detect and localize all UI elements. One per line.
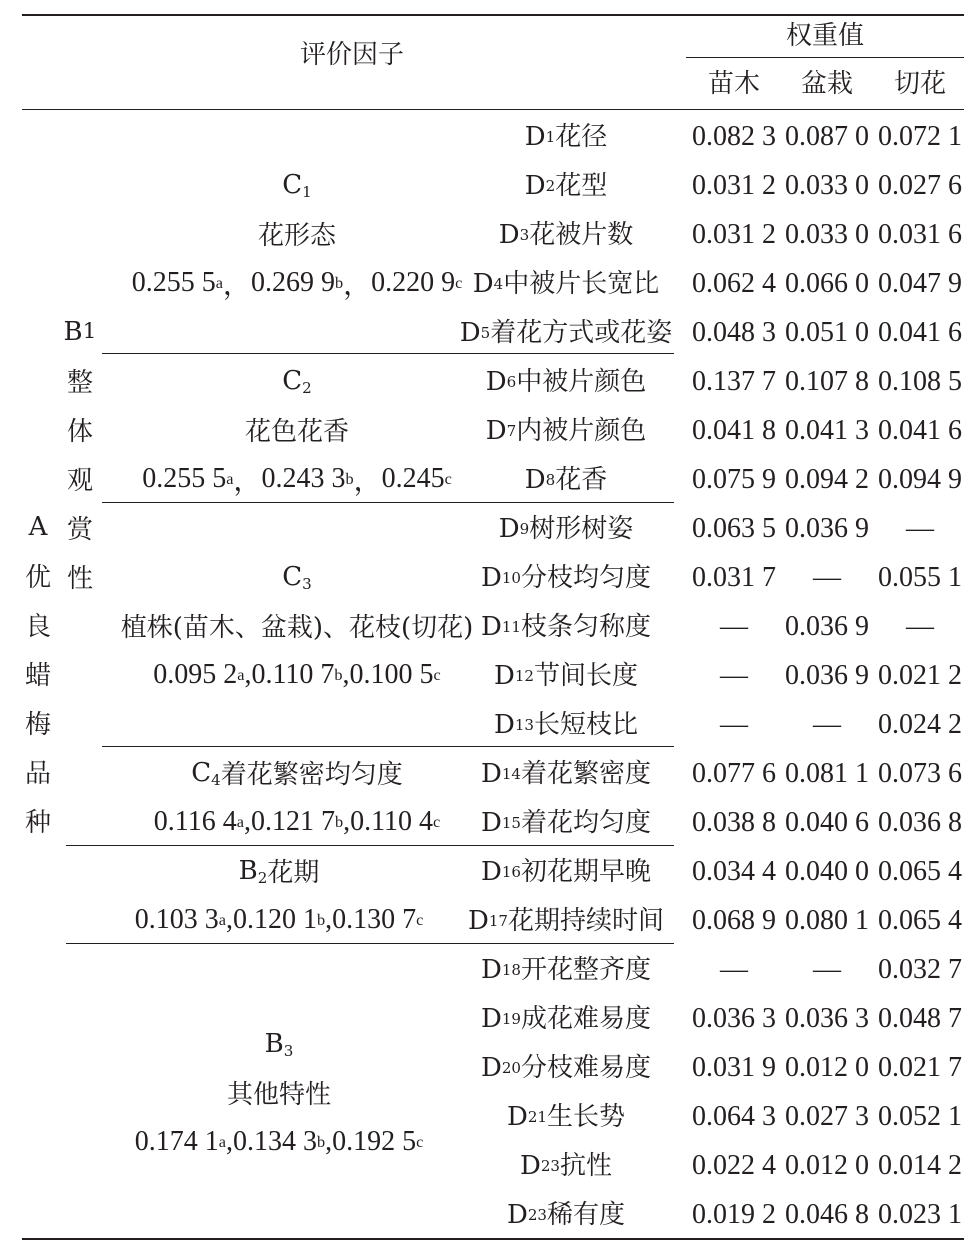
weight-value: 0.041 8 (692, 414, 776, 446)
b3-weight-sep: , (325, 1125, 333, 1157)
c4-weight-value: 0.110 4 (350, 805, 434, 837)
d-factor-name: 开花整齐度 (521, 954, 652, 985)
d-factor-code: D (506, 1199, 528, 1230)
b2-weight-value: 0.130 7 (332, 903, 417, 935)
c1-code-sub: 1 (302, 182, 312, 201)
d-factor: D 14 着花繁密度 (480, 758, 652, 789)
weight-value: 0.094 9 (878, 463, 962, 495)
c4-weight-value: 0.121 7 (250, 805, 335, 837)
d-factor-name: 抗性 (560, 1150, 613, 1181)
b2-block (66, 846, 492, 944)
d-factor-name: 长短枝比 (534, 709, 639, 740)
d-factor-name: 分枝均匀度 (521, 562, 652, 593)
b1-code: B 1 (63, 316, 97, 347)
weight-value: 0.068 9 (692, 904, 776, 936)
d-factor: D 16 初花期早晚 (480, 856, 652, 887)
b3-block (66, 1019, 492, 1166)
c4-code-letter: C (191, 757, 212, 788)
d-factor-code: D (506, 1101, 528, 1132)
d-factor-name: 节间长度 (534, 660, 639, 691)
c2-weights: 0.255 5 a ， 0.243 3 b ， 0.245 c (142, 454, 452, 503)
c2-weight-value: 0.255 5 (142, 462, 227, 494)
d-factor-code: D (498, 513, 520, 544)
c2-block (102, 356, 492, 503)
c3-code-sub: 3 (302, 574, 312, 593)
weight-value: 0.041 3 (785, 414, 869, 446)
weight-value: — (813, 953, 841, 985)
a-label (20, 502, 56, 845)
d-factor-code: D (480, 1052, 502, 1083)
weight-value: — (906, 512, 934, 544)
c4-code (191, 758, 221, 788)
c3-code-letter: C (282, 561, 303, 592)
d-factor-name: 树形树姿 (529, 513, 634, 544)
d-factor-name: 初花期早晚 (521, 856, 652, 887)
d-factor: D 1 花径 (524, 121, 608, 152)
weight-value: 0.072 1 (878, 120, 962, 152)
weight-value: 0.021 2 (878, 659, 962, 691)
weight-value: — (813, 561, 841, 593)
c1-weight-sep: ， (222, 269, 251, 301)
b3-code-line (265, 1019, 294, 1068)
b3-weight-sep: , (225, 1125, 233, 1157)
weight-value: 0.023 1 (878, 1198, 962, 1230)
c1-code (282, 170, 312, 200)
d-factor-name: 花被片数 (529, 219, 634, 250)
d-factor: D 15 着花均匀度 (480, 807, 652, 838)
c4-title-line (191, 748, 403, 797)
d-factor: D 18 开花整齐度 (480, 954, 652, 985)
weight-value: 0.012 0 (785, 1051, 869, 1083)
c3-block (102, 552, 492, 699)
weight-value: — (720, 610, 748, 642)
d-factor-code: D (480, 856, 502, 887)
d-factor-code: D (480, 954, 502, 985)
b1-char: 观 (66, 466, 93, 496)
b3-weight-value: 0.174 1 (134, 1125, 219, 1157)
weight-value: 0.032 7 (878, 953, 962, 985)
d-factor-code: D (498, 219, 520, 250)
weight-value: — (906, 610, 934, 642)
weight-value: 0.066 0 (785, 267, 869, 299)
weight-value: 0.031 2 (692, 218, 776, 250)
weight-value: 0.022 4 (692, 1149, 776, 1181)
d-factor-code: D (480, 758, 502, 789)
weight-value: 0.036 9 (785, 512, 869, 544)
weight-value: 0.048 7 (878, 1002, 962, 1034)
c3-name: 植株(苗木、盆栽)、花枝(切花) (120, 613, 474, 643)
d-factor-name: 着花繁密度 (521, 758, 652, 789)
d-factor: D 12 节间长度 (493, 660, 639, 691)
a-letter: A (28, 511, 48, 542)
d-factor: D 11 枝条匀称度 (480, 611, 652, 642)
weight-value: 0.033 0 (785, 169, 869, 201)
d-factor: D 19 成花难易度 (480, 1003, 652, 1034)
b3-weight-value: 0.192 5 (332, 1125, 417, 1157)
weight-value: 0.055 1 (878, 561, 962, 593)
c2-code-line (282, 356, 312, 405)
weight-value: — (720, 953, 748, 985)
d-factor-name: 着花方式或花姿 (490, 317, 673, 348)
b2-title-line (239, 846, 320, 895)
weight-value: 0.137 7 (692, 365, 776, 397)
d-factor-code: D (472, 268, 494, 299)
weight-value: 0.031 9 (692, 1051, 776, 1083)
c3-weight-value: 0.095 2 (153, 658, 238, 690)
b3-name: 其他特性 (226, 1080, 331, 1110)
d-factor: D 4 中被片长宽比 (472, 268, 660, 299)
b3-code (265, 1029, 294, 1059)
weight-value: 0.027 3 (785, 1100, 869, 1132)
b2-weight-sep: , (225, 903, 233, 935)
weight-value: 0.031 7 (692, 561, 776, 593)
weight-value: 0.063 5 (692, 512, 776, 544)
d-factor: D 8 花香 (524, 464, 608, 495)
c1-weight-value: 0.269 9 (250, 266, 335, 298)
b2-code-letter: B (238, 855, 258, 886)
weight-value: 0.036 3 (692, 1002, 776, 1034)
d-factor: D 21 生长势 (506, 1101, 626, 1132)
d-factor: D 3 花被片数 (498, 219, 634, 250)
weight-value: 0.094 2 (785, 463, 869, 495)
c3-weights: 0.095 2 a , 0.110 7 b , 0.100 5 c (153, 658, 441, 690)
weight-value: 0.033 0 (785, 218, 869, 250)
weight-value: 0.082 3 (692, 120, 776, 152)
weight-value: — (813, 708, 841, 740)
d-factor-name: 成花难易度 (521, 1003, 652, 1034)
c3-weight-value: 0.100 5 (349, 658, 434, 690)
c1-weight-value: 0.255 5 (131, 266, 216, 298)
c4-weight-sep: , (343, 805, 351, 837)
weight-value: 0.019 2 (692, 1198, 776, 1230)
a-char: 蜡 (24, 661, 51, 691)
c4-block (102, 748, 492, 846)
weight-value: 0.031 2 (692, 169, 776, 201)
c2-code-sub: 2 (302, 378, 312, 397)
c4-weights: 0.116 4 a , 0.121 7 b , 0.110 4 c (153, 805, 441, 837)
weight-value: 0.040 6 (785, 806, 869, 838)
weight-value: 0.027 6 (878, 169, 962, 201)
b1-label (60, 307, 100, 601)
d-factor-name: 枝条匀称度 (521, 611, 652, 642)
weight-value: 0.012 0 (785, 1149, 869, 1181)
d-factor-code: D (524, 121, 546, 152)
weight-value: 0.036 9 (785, 610, 869, 642)
d-factor-name: 花型 (555, 170, 608, 201)
c4-name: 着花繁密均匀度 (220, 760, 403, 790)
b2-weight-value: 0.103 3 (134, 903, 219, 935)
c2-weight-sep: ， (353, 465, 382, 497)
b1-char: 赏 (66, 515, 93, 545)
b3-code-letter: B (264, 1028, 284, 1059)
weight-value: 0.036 8 (878, 806, 962, 838)
header-col-potted: 盆栽 (800, 69, 853, 99)
b2-weight-value: 0.120 1 (232, 903, 317, 935)
weight-value: 0.075 9 (692, 463, 776, 495)
c2-code-letter: C (282, 365, 303, 396)
weight-value: 0.087 0 (785, 120, 869, 152)
d-factor-name: 花径 (555, 121, 608, 152)
d-factor-code: D (485, 415, 507, 446)
weight-value: 0.014 2 (878, 1149, 962, 1181)
d-factor-name: 中被片长宽比 (503, 268, 660, 299)
b3-weight-value: 0.134 3 (232, 1125, 317, 1157)
d-factor-code: D (524, 170, 546, 201)
weight-value: 0.065 4 (878, 855, 962, 887)
d-factor: D 17 花期持续时间 (467, 905, 665, 936)
a-char: 品 (24, 759, 51, 789)
d-factor-name: 生长势 (547, 1101, 626, 1132)
weight-value: 0.031 6 (878, 218, 962, 250)
d-factor: D 23 抗性 (519, 1150, 613, 1181)
weight-value: 0.041 6 (878, 414, 962, 446)
weight-value: 0.065 4 (878, 904, 962, 936)
weight-value: — (720, 659, 748, 691)
a-char: 优 (24, 563, 51, 593)
b2-weight-sep: , (325, 903, 333, 935)
d-factor-code: D (524, 464, 546, 495)
c2-name: 花色花香 (244, 417, 349, 447)
c3-code (282, 562, 312, 592)
weight-value: 0.038 8 (692, 806, 776, 838)
weight-value: 0.047 9 (878, 267, 962, 299)
weight-value: 0.080 1 (785, 904, 869, 936)
d-factor: D 20 分枝难易度 (480, 1052, 652, 1083)
weight-value: 0.041 6 (878, 316, 962, 348)
b2-code (239, 856, 268, 886)
header-col-cutflower: 切花 (893, 69, 946, 99)
b2-name: 花期 (267, 858, 320, 888)
b1-char: 性 (66, 564, 93, 594)
weight-value: 0.036 9 (785, 659, 869, 691)
a-char: 种 (24, 808, 51, 838)
header-weight: 权重值 (785, 21, 864, 51)
d-factor-name: 中被片颜色 (516, 366, 647, 397)
d-factor: D 23 稀有度 (506, 1199, 626, 1230)
d-factor-name: 稀有度 (547, 1199, 626, 1230)
header-bottom-rule (22, 109, 964, 110)
c3-code-line (282, 552, 312, 601)
weight-value: 0.108 5 (878, 365, 962, 397)
d-factor-code: D (519, 1150, 541, 1181)
c3-weight-sep: , (244, 658, 252, 690)
c1-code-line (282, 160, 312, 209)
d-factor-code: D (493, 709, 515, 740)
weight-value: 0.036 3 (785, 1002, 869, 1034)
b1-char: 整 (66, 368, 93, 398)
d-factor-name: 分枝难易度 (521, 1052, 652, 1083)
header-factor: 评价因子 (299, 40, 404, 70)
c4-weight-value: 0.116 4 (153, 805, 237, 837)
d-factor: D 2 花型 (524, 170, 608, 201)
a-char: 良 (24, 612, 51, 642)
weight-value: 0.034 4 (692, 855, 776, 887)
c1-name: 花形态 (257, 221, 336, 251)
d-factor-code: D (480, 611, 502, 642)
d-factor-code: D (493, 660, 515, 691)
c1-block (102, 160, 492, 307)
c1-weight-value: 0.220 9 (371, 266, 456, 298)
d-factor-code: D (459, 317, 481, 348)
d-factor: D 6 中被片颜色 (485, 366, 647, 397)
c1-weights: 0.255 5 a ， 0.269 9 b ， 0.220 9 c (132, 258, 463, 307)
d-factor: D 5 着花方式或花姿 (459, 317, 673, 348)
weight-header-rule (686, 57, 964, 58)
c4-weight-sep: , (243, 805, 251, 837)
c1-code-letter: C (282, 169, 303, 200)
c4-code-sub: 4 (211, 770, 221, 789)
b3-weights: 0.174 1 a , 0.134 3 b , 0.192 5 c (134, 1125, 424, 1157)
d-factor-name: 花期持续时间 (508, 905, 665, 936)
weight-value: 0.021 7 (878, 1051, 962, 1083)
c3-weight-sep: , (342, 658, 350, 690)
d-factor-code: D (485, 366, 507, 397)
weight-value: — (720, 708, 748, 740)
weight-value: 0.077 6 (692, 757, 776, 789)
weight-value: 0.073 6 (878, 757, 962, 789)
d-factor: D 7 内被片颜色 (485, 415, 647, 446)
c2-weight-sep: ， (233, 465, 262, 497)
d-factor-name: 着花均匀度 (521, 807, 652, 838)
d-factor-code: D (467, 905, 489, 936)
weight-value: 0.024 2 (878, 708, 962, 740)
c2-code (282, 366, 312, 396)
c2-weight-value: 0.245 (381, 462, 445, 494)
weight-value: 0.052 1 (878, 1100, 962, 1132)
header-col-seedling: 苗木 (707, 69, 760, 99)
b3-code-sub: 3 (283, 1041, 294, 1060)
d-factor: D 10 分枝均匀度 (480, 562, 652, 593)
weight-value: 0.062 4 (692, 267, 776, 299)
d-factor: D 9 树形树姿 (498, 513, 634, 544)
a-char: 梅 (24, 710, 51, 740)
weight-value: 0.081 1 (785, 757, 869, 789)
weight-value: 0.040 0 (785, 855, 869, 887)
top-rule (22, 14, 964, 16)
d-factor-name: 内被片颜色 (516, 415, 647, 446)
d-factor-code: D (480, 562, 502, 593)
weight-value: 0.048 3 (692, 316, 776, 348)
b2-code-sub: 2 (257, 868, 268, 887)
d-factor-code: D (480, 807, 502, 838)
d-factor-name: 花香 (555, 464, 608, 495)
c1-weight-sep: ， (343, 269, 372, 301)
weight-value: 0.046 8 (785, 1198, 869, 1230)
weight-value: 0.064 3 (692, 1100, 776, 1132)
c2-weight-value: 0.243 3 (261, 462, 346, 494)
b2-weights: 0.103 3 a , 0.120 1 b , 0.130 7 c (134, 903, 424, 935)
d-factor: D 13 长短枝比 (493, 709, 639, 740)
d-factor-code: D (480, 1003, 502, 1034)
c3-weight-value: 0.110 7 (251, 658, 335, 690)
weight-value: 0.107 8 (785, 365, 869, 397)
b1-char: 体 (66, 417, 93, 447)
weight-value: 0.051 0 (785, 316, 869, 348)
